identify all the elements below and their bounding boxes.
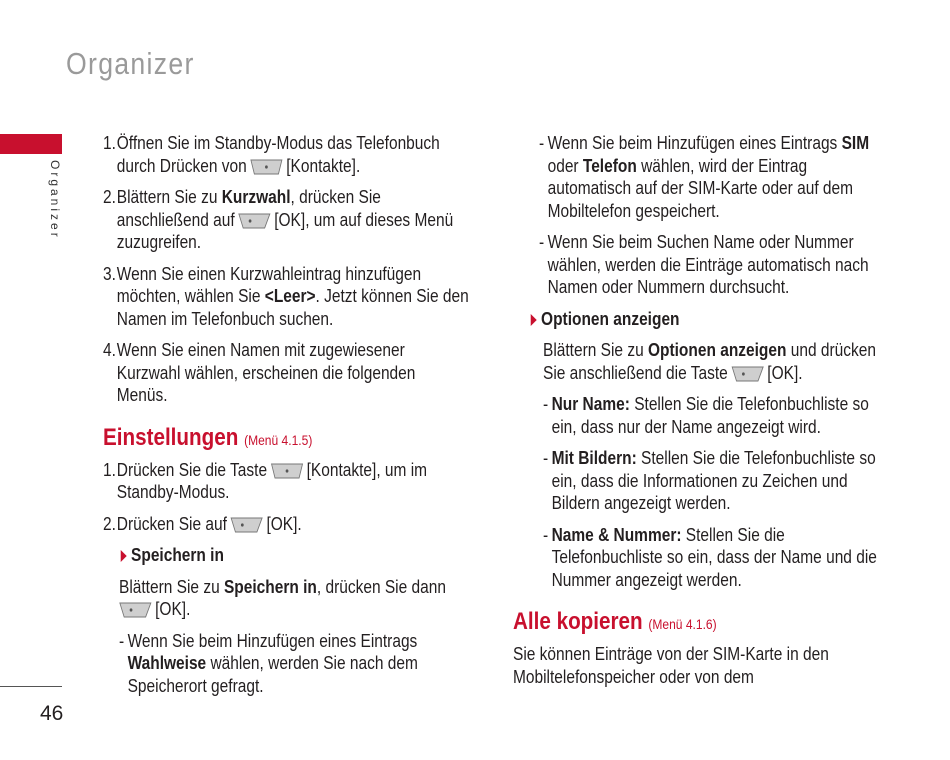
section-heading-einstellungen: Einstellungen (Menü 4.1.5) xyxy=(103,423,313,451)
left-softkey-icon xyxy=(731,364,764,383)
section-color-bar xyxy=(0,134,62,154)
page-title: Organizer xyxy=(66,46,195,81)
step-3: 3. Wenn Sie einen Kurzwahleintrag hinzufügen möchten, wählen Sie <Leer>. Jetzt können Sie den Namen im Telefonbuch suchen. xyxy=(103,263,469,329)
subheading-optionen-anzeigen: Optionen anzeigen xyxy=(529,308,842,331)
wahlweise-note: - Wenn Sie beim Hinzufügen eines Eintrags Wahlweise wählen, werden Sie nach dem Speicherort gefragt. xyxy=(119,630,418,696)
right-softkey-icon xyxy=(270,461,303,480)
left-softkey-icon xyxy=(230,515,263,534)
settings-step-1: 1. Drücken Sie die Taste [Kontakte], um im Standby-Modus. xyxy=(103,459,428,502)
right-softkey-icon xyxy=(250,157,283,176)
left-softkey-icon xyxy=(238,211,271,230)
triangle-bullet-icon xyxy=(531,314,537,326)
subheading-speichern-in: Speichern in xyxy=(119,544,432,567)
search-note: - Wenn Sie beim Suchen Name oder Nummer wählen, werden die Einträge automatisch nach Namen oder Nummern durchsucht. xyxy=(539,232,869,297)
left-softkey-icon xyxy=(119,600,152,619)
option-mit-bildern: - Mit Bildern: Stellen Sie die Telefonbuchliste so ein, dass die Informationen zu Zeichen und Bildern angezeigt werden. xyxy=(543,448,876,513)
step-1: 1. Öffnen Sie im Standby-Modus das Telefonbuch durch Drücken von [Kontakte]. xyxy=(103,133,440,176)
side-section-label: Organizer xyxy=(48,160,62,240)
footer-rule xyxy=(0,686,62,687)
option-name-nummer: - Name & Nummer: Stellen Sie die Telefonbuchliste so ein, dass der Name und die Nummer angezeigt werden. xyxy=(543,524,877,590)
page-number: 46 xyxy=(40,702,64,725)
triangle-bullet-icon xyxy=(121,550,127,562)
right-column xyxy=(513,132,893,688)
step-2: 2. Blättern Sie zu Kurzwahl, drücken Sie anschließend auf [OK], um auf dieses Menü zuzugreifen. xyxy=(103,187,454,252)
settings-step-2: 2. Drücken Sie auf [OK]. xyxy=(103,513,302,534)
step-4: 4. Wenn Sie einen Namen mit zugewiesener Kurzwahl wählen, erscheinen die folgenden Menüs. xyxy=(103,340,416,405)
section-heading-alle-kopieren: Alle kopieren (Menü 4.1.6) xyxy=(513,608,717,635)
option-nur-name: - Nur Name: Stellen Sie die Telefonbuchliste so ein, dass nur der Name angezeigt wird. xyxy=(543,394,869,437)
sim-telefon-note: - Wenn Sie beim Hinzufügen eines Eintrags SIM oder Telefon wählen, wird der Eintrag automatisch auf der SIM-Karte oder auf dem Mobiltelefon gespeichert. xyxy=(539,133,870,221)
left-column xyxy=(103,132,483,706)
alle-kopieren-paragraph: Sie können Einträge von der SIM-Karte in den Mobiltelefonspeicher oder von dem xyxy=(513,644,829,687)
speichern-paragraph: Blättern Sie zu Speichern in, drücken Sie dann [OK]. xyxy=(119,576,446,619)
optionen-paragraph: Blättern Sie zu Optionen anzeigen und drücken Sie anschließend die Taste [OK]. xyxy=(543,340,876,383)
